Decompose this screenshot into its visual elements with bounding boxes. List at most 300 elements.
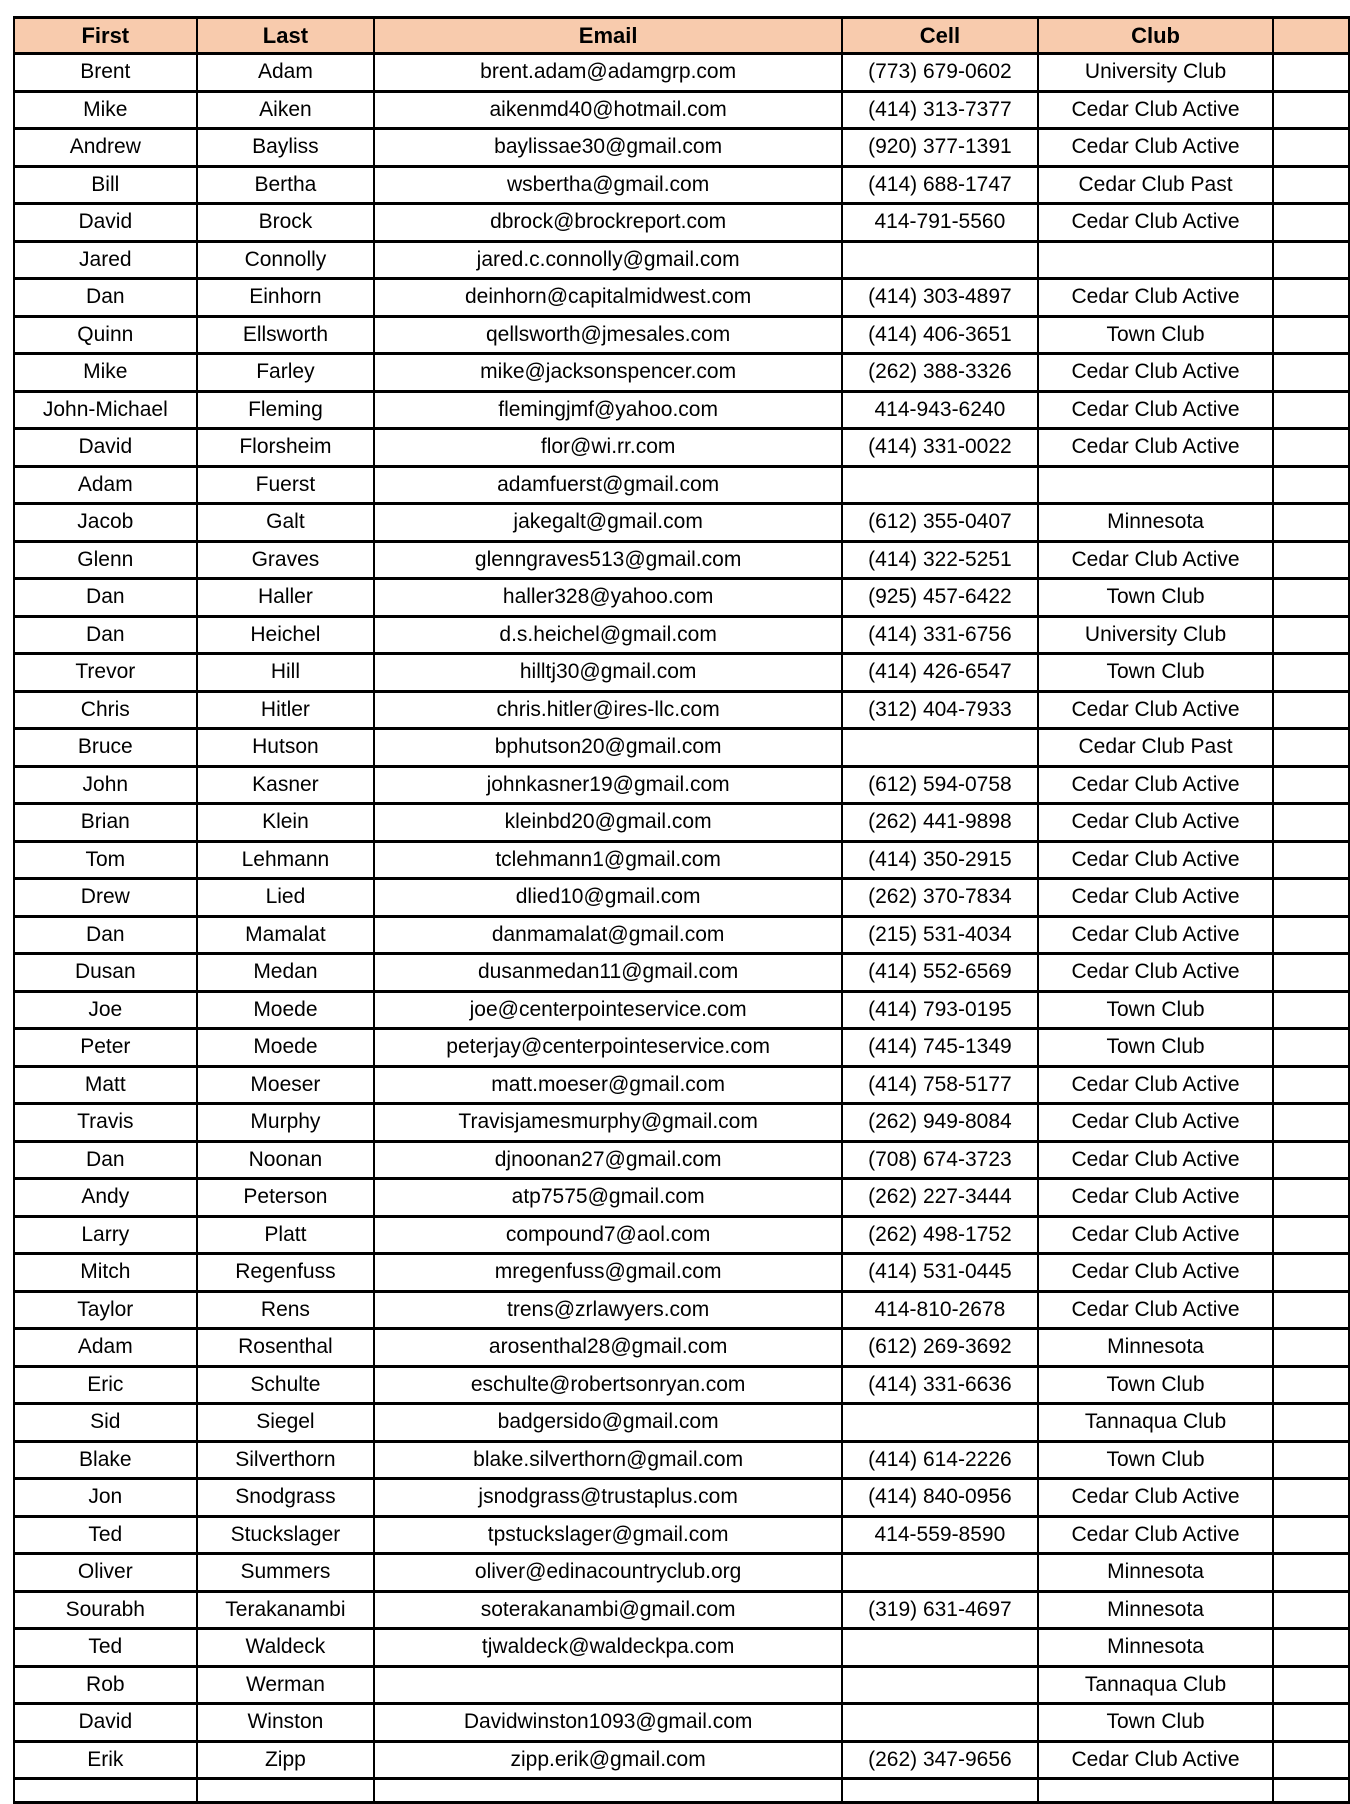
cell-first: Adam [14, 1329, 197, 1367]
cell-cell: (708) 674-3723 [842, 1141, 1038, 1179]
cell-email: blake.silverthorn@gmail.com [374, 1441, 842, 1479]
cell-email: arosenthal28@gmail.com [374, 1329, 842, 1367]
cell-last: Farley [197, 354, 375, 392]
cell-club: Cedar Club Active [1038, 391, 1273, 429]
cell-last: Haller [197, 579, 375, 617]
cell-cell: (312) 404-7933 [842, 691, 1038, 729]
cell-club: Cedar Club Active [1038, 691, 1273, 729]
cell-overflow [1273, 1029, 1349, 1067]
cell-email: atp7575@gmail.com [374, 1179, 842, 1217]
cell-last: Adam [197, 54, 375, 92]
cell-first: Drew [14, 879, 197, 917]
cell-last: Winston [197, 1704, 375, 1742]
cell-email: hilltj30@gmail.com [374, 654, 842, 692]
cell-overflow [1273, 354, 1349, 392]
cell-club: Cedar Club Active [1038, 879, 1273, 917]
cell-last: Hill [197, 654, 375, 692]
cell-club: Minnesota [1038, 1554, 1273, 1592]
table-row [14, 879, 1349, 917]
cell-email: oliver@edinacountryclub.org [374, 1554, 842, 1592]
table-row [14, 466, 1349, 504]
cell-last: Fleming [197, 391, 375, 429]
cell-email: d.s.heichel@gmail.com [374, 616, 842, 654]
cell-cell: (414) 331-6756 [842, 616, 1038, 654]
table-row [14, 841, 1349, 879]
cell-cell [842, 1554, 1038, 1592]
cell-overflow [1273, 1066, 1349, 1104]
cell-cell: (262) 227-3444 [842, 1179, 1038, 1217]
cell-overflow [1273, 91, 1349, 129]
cell-cell: (319) 631-4697 [842, 1591, 1038, 1629]
cell-email: jared.c.connolly@gmail.com [374, 241, 842, 279]
cell-last: Summers [197, 1554, 375, 1592]
cell-email: compound7@aol.com [374, 1216, 842, 1254]
cell-overflow [1273, 916, 1349, 954]
cell-last: Zipp [197, 1741, 375, 1779]
cell-overflow [1273, 129, 1349, 167]
cell-overflow [1273, 1104, 1349, 1142]
cell-last: Waldeck [197, 1629, 375, 1667]
cell-email: deinhorn@capitalmidwest.com [374, 279, 842, 317]
cell-cell [842, 1629, 1038, 1667]
cell-first: Oliver [14, 1554, 197, 1592]
cell-club: Cedar Club Active [1038, 1254, 1273, 1292]
table-row [14, 129, 1349, 167]
cell-cell: (262) 370-7834 [842, 879, 1038, 917]
cell-club: Cedar Club Active [1038, 541, 1273, 579]
cell-last: Silverthorn [197, 1441, 375, 1479]
cell-last: Bertha [197, 166, 375, 204]
table-row [14, 1704, 1349, 1742]
cell-cell: (414) 552-6569 [842, 954, 1038, 992]
cell-email: peterjay@centerpointeservice.com [374, 1029, 842, 1067]
cell-first: Peter [14, 1029, 197, 1067]
header-row [14, 18, 1349, 54]
cell-cell: (414) 303-4897 [842, 279, 1038, 317]
cell-club: Cedar Club Active [1038, 1141, 1273, 1179]
table-row [14, 541, 1349, 579]
cell-cell [842, 1666, 1038, 1704]
cell-first: Bill [14, 166, 197, 204]
cell-last: Platt [197, 1216, 375, 1254]
cell-last: Kasner [197, 766, 375, 804]
cell-club: Cedar Club Active [1038, 1104, 1273, 1142]
cell-last: Hitler [197, 691, 375, 729]
cell-club: Cedar Club Active [1038, 429, 1273, 467]
cell-email: eschulte@robertsonryan.com [374, 1366, 842, 1404]
cell-cell: (414) 350-2915 [842, 841, 1038, 879]
cell-overflow [1273, 1404, 1349, 1442]
cell-club: Town Club [1038, 1704, 1273, 1742]
cell-overflow [1273, 616, 1349, 654]
cell-first: Adam [14, 466, 197, 504]
cell-cell: (414) 840-0956 [842, 1479, 1038, 1517]
cell-first: Mitch [14, 1254, 197, 1292]
table-row [14, 1629, 1349, 1667]
cell-club: Cedar Club Active [1038, 91, 1273, 129]
cell-first: Dusan [14, 954, 197, 992]
cell-first: Mike [14, 354, 197, 392]
contact-table [13, 16, 1350, 1804]
cell-overflow [1273, 1479, 1349, 1517]
cell-overflow [1273, 1291, 1349, 1329]
cell-first: Sid [14, 1404, 197, 1442]
table-row [14, 504, 1349, 542]
cell-overflow [1273, 466, 1349, 504]
cell-first: Sourabh [14, 1591, 197, 1629]
table-row [14, 804, 1349, 842]
table-row [14, 1741, 1349, 1779]
cell-first: Taylor [14, 1291, 197, 1329]
cell-last: Aiken [197, 91, 375, 129]
cell-first: Larry [14, 1216, 197, 1254]
cell-email: tclehmann1@gmail.com [374, 841, 842, 879]
cell-club: Cedar Club Active [1038, 841, 1273, 879]
cell-email: flor@wi.rr.com [374, 429, 842, 467]
cell-cell: (414) 745-1349 [842, 1029, 1038, 1067]
cell-last: Florsheim [197, 429, 375, 467]
empty-cell [842, 1779, 1038, 1803]
table-row [14, 1666, 1349, 1704]
table-row [14, 1554, 1349, 1592]
cell-email: glenngraves513@gmail.com [374, 541, 842, 579]
cell-last: Schulte [197, 1366, 375, 1404]
cell-email: haller328@yahoo.com [374, 579, 842, 617]
cell-last: Galt [197, 504, 375, 542]
cell-club: Cedar Club Active [1038, 204, 1273, 242]
cell-first: Glenn [14, 541, 197, 579]
cell-overflow [1273, 204, 1349, 242]
cell-overflow [1273, 1329, 1349, 1367]
cell-last: Murphy [197, 1104, 375, 1142]
cell-club: Cedar Club Active [1038, 1066, 1273, 1104]
cell-club: Town Club [1038, 654, 1273, 692]
cell-cell: (920) 377-1391 [842, 129, 1038, 167]
cell-overflow [1273, 579, 1349, 617]
table-body [14, 54, 1349, 1803]
cell-cell: (262) 498-1752 [842, 1216, 1038, 1254]
cell-first: John [14, 766, 197, 804]
table-row [14, 241, 1349, 279]
cell-club [1038, 466, 1273, 504]
cell-club: Cedar Club Active [1038, 1516, 1273, 1554]
cell-email: mregenfuss@gmail.com [374, 1254, 842, 1292]
cell-first: Quinn [14, 316, 197, 354]
cell-cell: (414) 758-5177 [842, 1066, 1038, 1104]
cell-email: Davidwinston1093@gmail.com [374, 1704, 842, 1742]
cell-cell: (414) 322-5251 [842, 541, 1038, 579]
cell-cell [842, 1404, 1038, 1442]
cell-cell [842, 729, 1038, 767]
cell-club: Cedar Club Past [1038, 729, 1273, 767]
cell-cell: (773) 679-0602 [842, 54, 1038, 92]
cell-cell: 414-943-6240 [842, 391, 1038, 429]
cell-last: Regenfuss [197, 1254, 375, 1292]
cell-email: djnoonan27@gmail.com [374, 1141, 842, 1179]
cell-club: Town Club [1038, 1441, 1273, 1479]
empty-cell [1038, 1779, 1273, 1803]
cell-overflow [1273, 804, 1349, 842]
cell-first: Dan [14, 616, 197, 654]
cell-overflow [1273, 1441, 1349, 1479]
cell-overflow [1273, 841, 1349, 879]
cell-cell: (612) 594-0758 [842, 766, 1038, 804]
cell-club: Cedar Club Active [1038, 916, 1273, 954]
cell-email: zipp.erik@gmail.com [374, 1741, 842, 1779]
table-row [14, 391, 1349, 429]
cell-overflow [1273, 954, 1349, 992]
cell-last: Snodgrass [197, 1479, 375, 1517]
table-row [14, 1591, 1349, 1629]
cell-overflow [1273, 166, 1349, 204]
cell-overflow [1273, 1366, 1349, 1404]
cell-club: University Club [1038, 616, 1273, 654]
cell-last: Connolly [197, 241, 375, 279]
cell-email: dbrock@brockreport.com [374, 204, 842, 242]
cell-overflow [1273, 1254, 1349, 1292]
table-row [14, 354, 1349, 392]
cell-club: University Club [1038, 54, 1273, 92]
cell-last: Brock [197, 204, 375, 242]
cell-club: Minnesota [1038, 1329, 1273, 1367]
cell-last: Fuerst [197, 466, 375, 504]
cell-first: Rob [14, 1666, 197, 1704]
cell-cell [842, 466, 1038, 504]
cell-last: Stuckslager [197, 1516, 375, 1554]
cell-club: Cedar Club Active [1038, 1479, 1273, 1517]
cell-overflow [1273, 241, 1349, 279]
cell-cell: (925) 457-6422 [842, 579, 1038, 617]
table-row [14, 1029, 1349, 1067]
cell-email: aikenmd40@hotmail.com [374, 91, 842, 129]
cell-last: Mamalat [197, 916, 375, 954]
empty-cell [14, 1779, 197, 1803]
cell-email: kleinbd20@gmail.com [374, 804, 842, 842]
table-row [14, 691, 1349, 729]
cell-first: Andrew [14, 129, 197, 167]
cell-last: Heichel [197, 616, 375, 654]
cell-first: Dan [14, 579, 197, 617]
cell-email: dlied10@gmail.com [374, 879, 842, 917]
column-header-club: Club [1038, 18, 1273, 54]
cell-email: mike@jacksonspencer.com [374, 354, 842, 392]
cell-cell: (414) 406-3651 [842, 316, 1038, 354]
cell-cell: (414) 614-2226 [842, 1441, 1038, 1479]
cell-club: Cedar Club Active [1038, 279, 1273, 317]
table-row [14, 1291, 1349, 1329]
table-row [14, 166, 1349, 204]
cell-club: Cedar Club Active [1038, 1179, 1273, 1217]
cell-first: Brent [14, 54, 197, 92]
cell-overflow [1273, 541, 1349, 579]
cell-last: Moeser [197, 1066, 375, 1104]
cell-overflow [1273, 691, 1349, 729]
cell-cell: (612) 269-3692 [842, 1329, 1038, 1367]
cell-email [374, 1666, 842, 1704]
table-row [14, 204, 1349, 242]
cell-first: Dan [14, 916, 197, 954]
cell-cell: 414-559-8590 [842, 1516, 1038, 1554]
cell-club: Town Club [1038, 316, 1273, 354]
cell-first: David [14, 1704, 197, 1742]
cell-cell: (612) 355-0407 [842, 504, 1038, 542]
cell-overflow [1273, 279, 1349, 317]
cell-club: Cedar Club Active [1038, 1741, 1273, 1779]
table-row [14, 1404, 1349, 1442]
cell-club: Cedar Club Active [1038, 954, 1273, 992]
cell-overflow [1273, 1179, 1349, 1217]
cell-cell: (414) 531-0445 [842, 1254, 1038, 1292]
cell-first: John-Michael [14, 391, 197, 429]
cell-overflow [1273, 429, 1349, 467]
cell-email: bphutson20@gmail.com [374, 729, 842, 767]
column-header-last: Last [197, 18, 375, 54]
table-row [14, 91, 1349, 129]
cell-last: Moede [197, 1029, 375, 1067]
table-row [14, 654, 1349, 692]
empty-cell [1273, 1779, 1349, 1803]
cell-last: Moede [197, 991, 375, 1029]
cell-email: dusanmedan11@gmail.com [374, 954, 842, 992]
cell-club: Cedar Club Active [1038, 1216, 1273, 1254]
cell-overflow [1273, 504, 1349, 542]
cell-overflow [1273, 391, 1349, 429]
table-row [14, 616, 1349, 654]
cell-club: Cedar Club Active [1038, 1291, 1273, 1329]
column-header-cell: Cell [842, 18, 1038, 54]
cell-club: Cedar Club Past [1038, 166, 1273, 204]
cell-cell: (414) 793-0195 [842, 991, 1038, 1029]
cell-last: Noonan [197, 1141, 375, 1179]
table-row [14, 279, 1349, 317]
cell-cell: (262) 441-9898 [842, 804, 1038, 842]
cell-club: Minnesota [1038, 1629, 1273, 1667]
cell-cell: (414) 426-6547 [842, 654, 1038, 692]
cell-club: Town Club [1038, 1366, 1273, 1404]
table-row [14, 991, 1349, 1029]
cell-cell: (215) 531-4034 [842, 916, 1038, 954]
cell-email: tjwaldeck@waldeckpa.com [374, 1629, 842, 1667]
cell-email: Travisjamesmurphy@gmail.com [374, 1104, 842, 1142]
cell-overflow [1273, 654, 1349, 692]
cell-cell: (414) 688-1747 [842, 166, 1038, 204]
table-row [14, 1479, 1349, 1517]
cell-cell: (414) 331-6636 [842, 1366, 1038, 1404]
cell-overflow [1273, 54, 1349, 92]
cell-overflow [1273, 1704, 1349, 1742]
cell-first: David [14, 204, 197, 242]
cell-email: baylissae30@gmail.com [374, 129, 842, 167]
table-row [14, 579, 1349, 617]
table-row [14, 1441, 1349, 1479]
cell-first: Eric [14, 1366, 197, 1404]
cell-email: johnkasner19@gmail.com [374, 766, 842, 804]
cell-club: Town Club [1038, 579, 1273, 617]
cell-club: Town Club [1038, 1029, 1273, 1067]
cell-email: tpstuckslager@gmail.com [374, 1516, 842, 1554]
cell-email: matt.moeser@gmail.com [374, 1066, 842, 1104]
cell-email: trens@zrlawyers.com [374, 1291, 842, 1329]
cell-first: Dan [14, 279, 197, 317]
table-row [14, 54, 1349, 92]
cell-club: Cedar Club Active [1038, 354, 1273, 392]
cell-first: Chris [14, 691, 197, 729]
cell-club: Cedar Club Active [1038, 129, 1273, 167]
cell-email: danmamalat@gmail.com [374, 916, 842, 954]
cell-first: Blake [14, 1441, 197, 1479]
cell-overflow [1273, 766, 1349, 804]
cell-last: Lehmann [197, 841, 375, 879]
table-row [14, 766, 1349, 804]
cell-first: Brian [14, 804, 197, 842]
table-row [14, 1516, 1349, 1554]
cell-overflow [1273, 1629, 1349, 1667]
table-row [14, 1066, 1349, 1104]
cell-cell [842, 1704, 1038, 1742]
cell-first: Dan [14, 1141, 197, 1179]
cell-cell: (414) 331-0022 [842, 429, 1038, 467]
cell-cell: (414) 313-7377 [842, 91, 1038, 129]
cell-last: Ellsworth [197, 316, 375, 354]
cell-email: chris.hitler@ires-llc.com [374, 691, 842, 729]
cell-email: joe@centerpointeservice.com [374, 991, 842, 1029]
cell-cell: (262) 949-8084 [842, 1104, 1038, 1142]
table-row [14, 954, 1349, 992]
column-header-overflow [1273, 18, 1349, 54]
cell-first: Trevor [14, 654, 197, 692]
cell-first: Joe [14, 991, 197, 1029]
cell-last: Peterson [197, 1179, 375, 1217]
table-row [14, 1141, 1349, 1179]
cell-overflow [1273, 316, 1349, 354]
table-row [14, 1366, 1349, 1404]
cell-email: adamfuerst@gmail.com [374, 466, 842, 504]
empty-cell [197, 1779, 375, 1803]
cell-last: Einhorn [197, 279, 375, 317]
cell-cell: 414-791-5560 [842, 204, 1038, 242]
cell-club: Cedar Club Active [1038, 804, 1273, 842]
cell-last: Hutson [197, 729, 375, 767]
cell-cell: (262) 347-9656 [842, 1741, 1038, 1779]
table-row [14, 1216, 1349, 1254]
table-row [14, 1104, 1349, 1142]
column-header-email: Email [374, 18, 842, 54]
cell-club: Minnesota [1038, 1591, 1273, 1629]
column-header-first: First [14, 18, 197, 54]
contact-table-wrap [13, 16, 1350, 1804]
table-row [14, 1179, 1349, 1217]
cell-email: jsnodgrass@trustaplus.com [374, 1479, 842, 1517]
cell-overflow [1273, 879, 1349, 917]
table-row [14, 729, 1349, 767]
cell-first: Jon [14, 1479, 197, 1517]
cell-last: Werman [197, 1666, 375, 1704]
cell-overflow [1273, 1516, 1349, 1554]
cell-cell: 414-810-2678 [842, 1291, 1038, 1329]
cell-first: Tom [14, 841, 197, 879]
partial-empty-row [14, 1779, 1349, 1803]
cell-last: Medan [197, 954, 375, 992]
cell-club: Minnesota [1038, 504, 1273, 542]
table-row [14, 1329, 1349, 1367]
cell-first: Mike [14, 91, 197, 129]
cell-email: qellsworth@jmesales.com [374, 316, 842, 354]
cell-overflow [1273, 991, 1349, 1029]
cell-last: Graves [197, 541, 375, 579]
cell-first: Jacob [14, 504, 197, 542]
cell-overflow [1273, 1741, 1349, 1779]
cell-email: jakegalt@gmail.com [374, 504, 842, 542]
